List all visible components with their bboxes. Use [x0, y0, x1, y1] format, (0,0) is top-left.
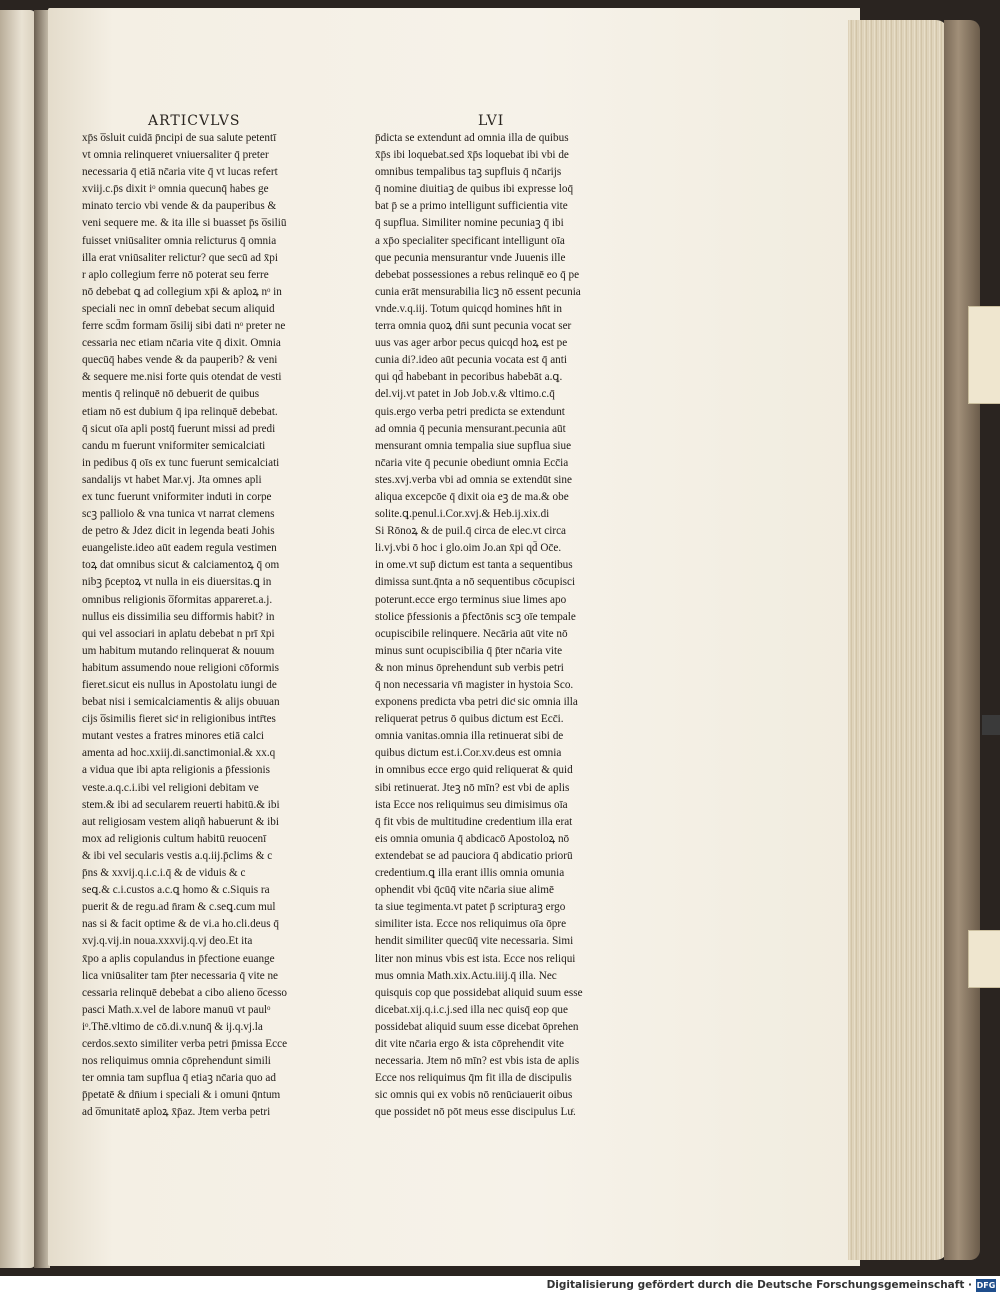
text-line: a xp̄o specialiter specificant intelligunt oīa: [375, 234, 565, 247]
text-line: in pedibus q̄ oīs ex tunc fuerunt semicalciati: [82, 456, 280, 469]
text-column-left: [82, 130, 334, 1121]
text-line: q̄ sicut oīa apli postq̄ fuerunt missi ad predi: [82, 422, 276, 435]
text-line: eis omnia omunia q̄ abdicacō Apostoloꝝ nō: [375, 832, 570, 845]
text-line: cunia erāt mensurabilia licꝫ nō essent pecunia: [375, 285, 581, 298]
text-line: r aplo collegium ferre nō poterat seu ferre: [82, 268, 269, 281]
dfg-logo: DFG: [976, 1281, 996, 1290]
text-line: dit vite nc̄aria ergo & ista cōprehendit vite: [375, 1037, 564, 1050]
cover-edge: [944, 20, 980, 1260]
text-column-right: [375, 130, 627, 1121]
text-line: um habitum mutando relinquerat & nouum: [82, 644, 275, 657]
text-line: aut religiosam vestem aliqñ habuerunt & ibi: [82, 815, 279, 828]
text-line: & ibi vel secularis vestis a.q.iij.p̄clims & c: [82, 849, 273, 862]
text-line: amenta ad hoc.xxiij.di.sanctimonial.& xx.q: [82, 747, 276, 760]
text-line: ad o̅munitatē aploꝝ x̄p̄az. Jtem verba petri: [82, 1106, 271, 1119]
text-line: necessaria. Jtem nō mīn? est vbis ista de aplis: [375, 1055, 580, 1068]
text-line: extendebat se ad pauciora q̄ abdicatio priorū: [375, 849, 573, 862]
text-line: bebat nisi i semicalciamentis & alijs obuuan: [82, 696, 280, 709]
text-line: sic omnis qui ex vobis nō renūciauerit oibus: [375, 1089, 573, 1102]
text-line: & sequere me.nisi forte quis otendat de vesti: [82, 371, 282, 384]
text-line: vnde.v.q.iij. Totum quicqd homines hn̄t in: [375, 302, 562, 315]
text-line: hendit similiter quecūq̄ vite necessaria. Simi: [375, 935, 574, 948]
text-line: qui qd̄ habebant in pecoribus habebāt a.ꝗ.: [375, 371, 563, 384]
text-line: veste.a.q.c.i.ibi vel religioni debitam ve: [82, 781, 259, 794]
text-line: li.vj.vbi ō hoc i glo.oim Jo.an x̄pi qd̄ Oc̄e.: [375, 542, 562, 555]
paper-tab-upper: [968, 306, 1000, 404]
text-line: stes.xvj.verba vbi ad omnia se extendūt sine: [375, 473, 572, 486]
text-line: mensurant omnia tempalia siue supflua siue: [375, 439, 572, 452]
text-line: ferre scd̄m formam o̅silij sibi dati nᵒ preter ne: [82, 320, 286, 333]
book-clip: [982, 715, 1000, 735]
text-line: seꝗ.& c.i.custos a.c.ꝗ homo & c.Siquis ra: [82, 884, 270, 897]
text-line: liter non minus vbis est ista. Ecce nos reliqui: [375, 952, 576, 965]
text-line: mox ad religionis cultum habitū reuocenī: [82, 832, 267, 845]
text-line: nos reliquimus omnia cōprehendunt simili: [82, 1055, 271, 1068]
text-line: iᵒ.Thē.vltimo de cō.di.v.nunq̄ & ij.q.vj.la: [82, 1020, 263, 1033]
text-line: in omnibus ecce ergo quid reliquerat & quid: [375, 764, 573, 777]
text-line: x̄p̄s ibi loquebat.sed x̄p̄s loquebat ibi vbi de: [375, 149, 569, 162]
text-line: & non minus ōprehendunt sub verbis petri: [375, 661, 564, 674]
text-line: vt omnia relinqueret vniuersaliter q̄ preter: [82, 149, 269, 162]
text-line: mutant vestes a fratres minores etiā calci: [82, 730, 265, 743]
text-line: cessaria nec etiam nc̄aria vite q̄ dixit. Omnia: [82, 337, 281, 350]
left-page-edge: [0, 10, 36, 1268]
text-line: q̄ non necessaria vn̄ magister in hystoia Sco.: [375, 679, 574, 691]
text-line: in ome.vt sup̄ dictum est tanta a sequentibus: [375, 559, 573, 572]
text-line: stolice p̄fessionis a p̄fectōnis scꝫ oīe tempale: [375, 610, 576, 623]
text-line: bat p̄ se a primo intelligunt sufficientia vite: [375, 200, 568, 213]
text-line: mus omnia Math.xix.Actu.iiij.q̄ illa. Nec: [375, 969, 557, 982]
running-head-right: LVI: [478, 113, 505, 129]
text-line: ad omnia q̄ pecunia mensurant.pecunia aūt: [375, 422, 566, 435]
text-line: uus vas ager arbor pecus quicqd hoꝝ est pe: [375, 337, 568, 350]
text-line: quisquis cop que possidebat aliquid suum esse: [375, 986, 583, 999]
text-line: dicebat.xij.q.i.c.j.sed illa nec quisq̄ eop que: [375, 1003, 568, 1016]
text-line: Si Rōnoꝝ & de puil.q̄ circa de elec.vt circa: [375, 525, 566, 538]
text-line: cerdos.sexto similiter verba petri p̄missa Ecce: [82, 1037, 288, 1050]
text-line: lica vniūsaliter tam p̄ter necessaria q̄ vite ne: [82, 969, 279, 982]
text-line: ter omnia tam supflua q̄ etiaꝫ nc̄aria quo ad: [82, 1072, 276, 1085]
text-line: pasci Math.x.vel de labore manuū vt paulᵒ: [82, 1003, 271, 1016]
text-line: minato tercio vbi vende & da pauperibus &: [82, 200, 277, 213]
text-line: candu m fuerunt vniformiter semicalciati: [82, 439, 266, 452]
text-line: x̄po a aplis copulandus in p̄fectione euange: [82, 952, 275, 965]
text-line: nas si & facit optime & de vi.a ho.cli.deus q̄: [82, 918, 279, 931]
text-line: quibus dictum est.i.Cor.xv.deus est omnia: [375, 747, 562, 760]
text-line: p̄ns & xxvij.q.i.c.i.q̄ & de viduis & c: [82, 867, 246, 880]
text-line: similiter ista. Ecce nos reliquimus oīa ōpre: [375, 918, 567, 931]
text-line: fuisset vniūsaliter omnia relicturus q̄ omnia: [82, 234, 277, 247]
text-line: habitum assumendo noue religioni cōformis: [82, 661, 279, 674]
text-line: cessaria relinquē debebat a cibo alieno o̅cesso: [82, 986, 288, 999]
text-line: terra omnia quoꝝ dn̄i sunt pecunia vocat ser: [375, 320, 572, 333]
text-line: ophendit vbi q̄cūq̄ vite nc̄aria siue alimē: [375, 884, 554, 897]
fore-edge: [848, 20, 948, 1260]
text-line: dimissa sunt.q̄nta a nō sequentibus cōcupisci: [375, 576, 576, 589]
text-line: aliqua excepcōe q̄ dixit oia eꝫ de ma.& obe: [375, 490, 569, 503]
text-line: possidebat aliquid suum esse dicebat ōprehen: [375, 1020, 579, 1033]
text-line: q̄ nomine diuitiaꝫ de quibus ibi expresse loq̄: [375, 183, 574, 196]
footer-bar: [0, 1276, 1000, 1296]
text-line: xviij.c.p̄s dixit iᵒ omnia quecunq̄ habes ge: [82, 183, 269, 196]
text-line: que pecunia mensurantur vnde Juuenis ille: [375, 251, 566, 264]
text-line: reliquerat petrus ō quibus dictum est Ecc̄i.: [375, 713, 564, 726]
text-line: puerit & de regu.ad n̄ram & c.seꝗ.cum mul: [82, 901, 276, 914]
text-line: etiam nō est dubium q̄ ipa relinquē debebat.: [82, 405, 278, 418]
text-line: omnibus religionis o̅formitas appareret.a.j.: [82, 593, 273, 606]
text-line: quecūq̄ habes vende & da pauperib? & veni: [82, 354, 278, 367]
text-line: ex tunc fuerunt vniformiter induti in corpe: [82, 490, 272, 503]
text-line: fieret.sicut eis nullus in Apostolatu iungi de: [82, 679, 277, 691]
text-line: Ecce nos reliquimus q̄m fit illa de discipulis: [375, 1072, 572, 1085]
text-line: speciali nec in omnī debebat secum aliquid: [82, 302, 275, 315]
text-line: ista Ecce nos reliquimus seu dimisimus oīa: [375, 798, 568, 811]
text-line: nc̄aria vite q̄ pecunie obediunt omnia Ecc̄ia: [375, 456, 569, 469]
text-line: exponens predicta vba petri dicͭ sic omnia illa: [375, 696, 578, 709]
text-line: quis.ergo verba petri predicta se extendunt: [375, 405, 565, 418]
text-line: de petro & Jdez dicit in legenda beati Johis: [82, 525, 275, 538]
text-line: solite.ꝗ.penul.i.Cor.xvj.& Heb.ij.xix.di: [375, 508, 550, 521]
text-line: poterunt.ecce ergo terminus siue limes apo: [375, 593, 567, 606]
text-line: nibꝫ p̄ceptoꝝ vt nulla in eis diuersitas.ꝗ in: [82, 576, 272, 589]
text-line: stem.& ibi ad secularem reuerti habitū.& ibi: [82, 798, 280, 811]
text-line: scꝫ palliolo & vna tunica vt narrat clemens: [82, 508, 275, 521]
text-line: xvj.q.vij.in noua.xxxvij.q.vj deo.Et ita: [82, 935, 253, 948]
text-line: omnibus tempalibus taꝫ supfluis q̄ nc̄arijs: [375, 166, 562, 179]
text-line: nullus eis dissimilia seu difformis habit? in: [82, 610, 275, 623]
text-line: p̄dicta se extendunt ad omnia illa de quibus: [375, 132, 569, 144]
text-line: q̄ supflua. Similiter nomine pecuniaꝫ q̄ ibi: [375, 217, 564, 230]
running-head-left: ARTICVLVS: [148, 113, 241, 129]
text-line: xp̄s o̅sluit cuidā p̄ncipi de sua salute petentī: [82, 132, 277, 144]
text-line: sandalijs vt habet Mar.vj. Jta omnes apli: [82, 473, 262, 486]
text-line: toꝝ dat omnibus sicut & calciamentoꝝ q̄ om: [82, 559, 280, 572]
text-line: cunia di?.ideo aūt pecunia vocata est q̄ anti: [375, 354, 567, 367]
text-line: necessaria q̄ etiā nc̄aria vite q̄ vt lucas refert: [82, 166, 278, 179]
text-line: sibi retinuerat. Jteꝫ nō mīn? est vbi de aplis: [375, 781, 570, 794]
text-line: minus sunt ocupiscibilia q̄ p̄ter nc̄aria vite: [375, 644, 563, 657]
text-line: q̄ fit vbis de multitudine credentium illa erat: [375, 815, 573, 828]
text-line: credentium.ꝗ illa erant illis omnia omunia: [375, 867, 565, 880]
text-line: que possidet nō pōt meus esse discipulus Luͨ.: [375, 1106, 576, 1119]
text-line: ta siue tegimenta.vt patet p̄ scripturaꝫ ergo: [375, 901, 566, 914]
text-line: del.vij.vt patet in Job Job.v.& vltimo.c.q̄: [375, 388, 555, 401]
text-line: nō debebat ꝗ ad collegium xp̄i & aploꝝ nᵒ in: [82, 285, 282, 298]
text-line: illa erat vniūsaliter relictur? que secū ad x̄pi: [82, 251, 279, 264]
text-line: omnia vanitas.omnia illa retinuerat sibi de: [375, 730, 564, 743]
text-line: euangeliste.ideo aūt eadem regula vestimen: [82, 542, 277, 555]
text-line: debebat possessiones a rebus relinquē eo q̄ pe: [375, 268, 580, 281]
text-line: qui vel associari in aplatu debebat n prī x̄pi: [82, 627, 275, 640]
text-line: ocupiscibile relinquere. Necāria aūt vite nō: [375, 627, 568, 640]
paper-tab-lower: [968, 930, 1000, 988]
text-line: veni sequere me. & ita ille si buasset p̄s o̅siliū: [82, 217, 287, 230]
text-line: mentis q̄ relinquē nō debuerit de quibus: [82, 388, 260, 401]
text-line: cijs o̅similis fieret sicͭ in religionibus intr̄tes: [82, 713, 276, 726]
text-line: p̄petatē & dn̄ium i speciali & i omuni q̄ntum: [82, 1089, 281, 1102]
funding-notice: Digitalisierung gefördert durch die Deutsche Forschungsgemeinschaft ·: [546, 1279, 972, 1291]
text-line: a vidua que ibi apta religionis a p̄fessionis: [82, 764, 270, 777]
